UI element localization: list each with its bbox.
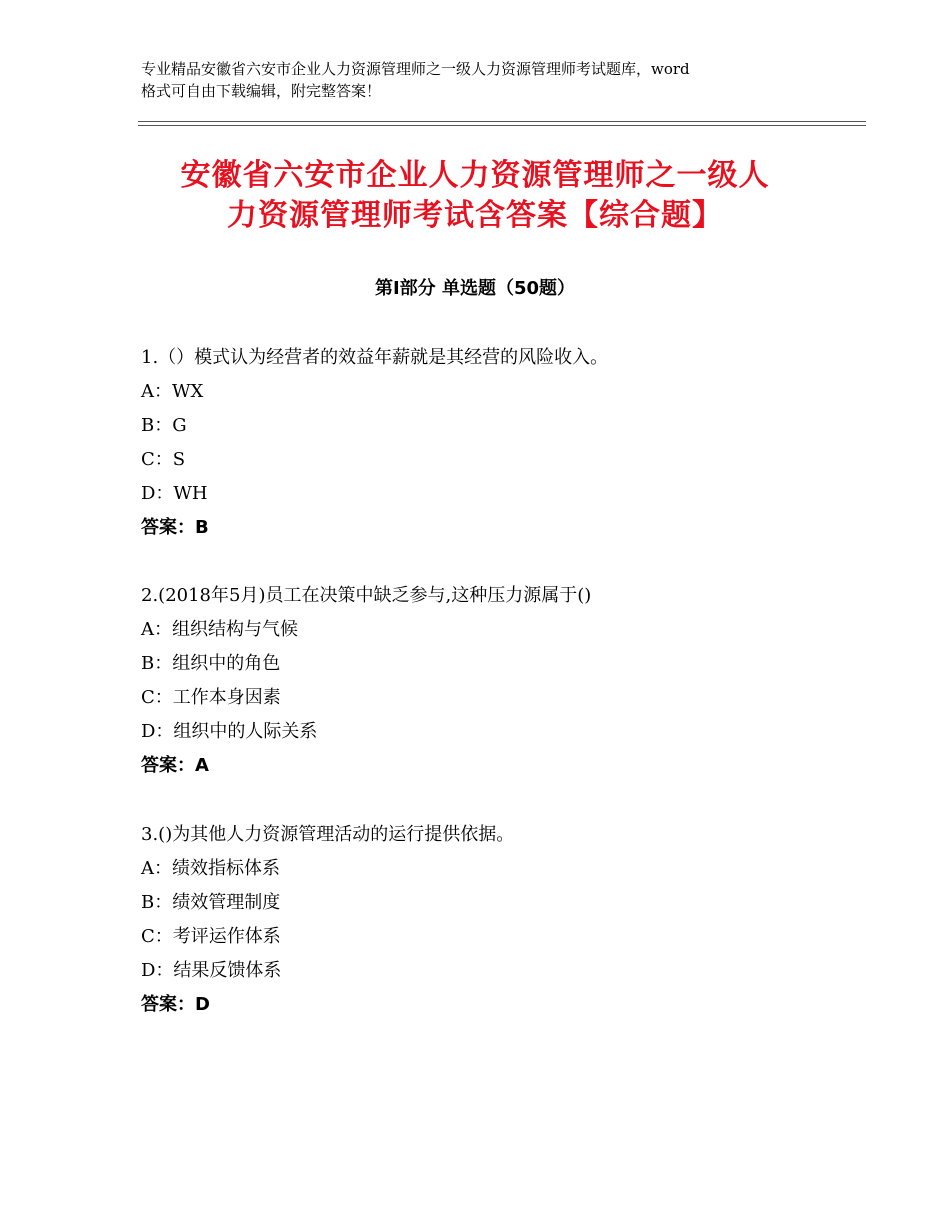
answer: 答案：B <box>141 517 209 538</box>
document-title-line-2: 力资源管理师考试含答案【综合题】 <box>227 198 723 233</box>
option-d: D：WH <box>141 483 208 504</box>
header-rule-top <box>138 121 866 122</box>
option-a: A：绩效指标体系 <box>141 858 280 879</box>
document-title-line-1: 安徽省六安市企业人力资源管理师之一级人 <box>180 158 770 193</box>
question-stem: 1.（）模式认为经营者的效益年薪就是其经营的风险收入。 <box>141 347 609 368</box>
question-stem: 3.()为其他人力资源管理活动的运行提供依据。 <box>141 824 515 845</box>
section-heading: 第Ⅰ部分 单选题（50题） <box>374 278 575 299</box>
option-b: B：G <box>141 415 187 436</box>
option-d: D：结果反馈体系 <box>141 960 282 981</box>
answer: 答案：D <box>141 994 210 1015</box>
question-stem: 2.(2018年5月)员工在决策中缺乏参与,这种压力源属于() <box>141 585 592 606</box>
question-2 <box>141 579 841 783</box>
document-title <box>100 156 850 236</box>
option-d: D：组织中的人际关系 <box>141 721 318 742</box>
option-c: C：考评运作体系 <box>141 926 281 947</box>
header-note-line-2: 格式可自由下载编辑，附完整答案！ <box>141 82 382 100</box>
header-note <box>141 58 831 102</box>
header-rule-bottom <box>138 125 866 126</box>
question-3 <box>141 818 841 1022</box>
header-note-line-1: 专业精品安徽省六安市企业人力资源管理师之一级人力资源管理师考试题库，word <box>141 60 690 78</box>
option-c: C：工作本身因素 <box>141 687 281 708</box>
option-c: C：S <box>141 449 186 470</box>
answer: 答案：A <box>141 755 209 776</box>
option-b: B：组织中的角色 <box>141 653 281 674</box>
option-b: B：绩效管理制度 <box>141 892 281 913</box>
option-a: A：WX <box>141 381 204 402</box>
option-a: A：组织结构与气候 <box>141 619 298 640</box>
question-1 <box>141 341 841 545</box>
